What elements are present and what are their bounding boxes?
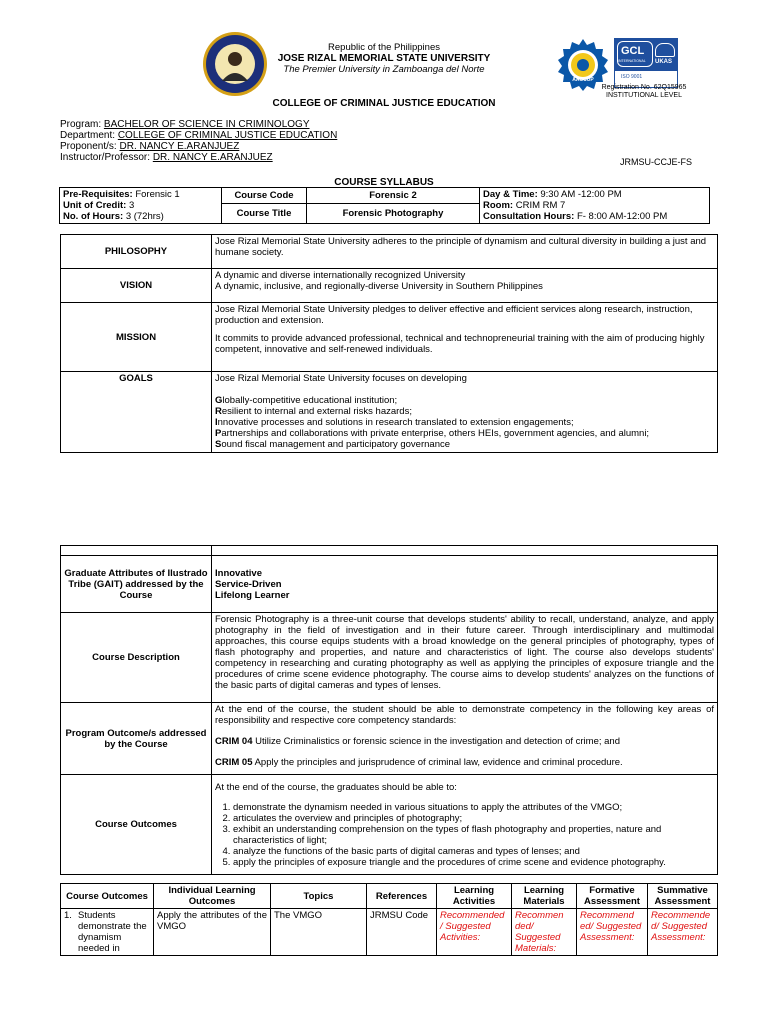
goal-item: Sound fiscal management and participatory governance — [215, 439, 451, 450]
philosophy-text: Jose Rizal Memorial State University adheres to the principle of dynamism and cultural diversity in building a just and humane society. — [212, 235, 718, 269]
department-label: Department: — [60, 130, 116, 141]
university-tagline: The Premier University in Zamboanga del Norte — [283, 64, 485, 75]
proponent-label: Proponent/s: — [60, 141, 117, 152]
republic-text: Republic of the Philippines — [328, 42, 440, 53]
topic-cell: The VMGO — [271, 909, 367, 956]
gcl-sub-label: INTERNATIONAL — [618, 59, 646, 63]
course-outcome-item: 2. articulates the overview and principles of photography; — [233, 813, 714, 824]
program-outcomes-label: Program Outcome/s addressed by the Course — [61, 703, 212, 775]
program-value: BACHELOR OF SCIENCE IN CRIMINOLOGY — [103, 119, 310, 130]
institutional-level: INSTITUTIONAL LEVEL — [606, 92, 682, 99]
vision-line-1: A dynamic and diverse internationally recognized University — [215, 270, 466, 281]
vision-line-2: A dynamic, inclusive, and regionally-diverse University in Southern Philippines — [215, 281, 543, 292]
room-label: Room: — [483, 200, 514, 211]
syllabus-title: COURSE SYLLABUS — [334, 177, 434, 188]
gcl-certification-logo — [614, 38, 678, 88]
gait-label: Graduate Attributes of Ilustrado Tribe (GAIT) addressed by the Course — [61, 556, 212, 613]
col-formative-assessment: Formative Assessment — [577, 884, 648, 909]
gait-service-driven: Service-Driven — [215, 578, 282, 590]
goals-intro: Jose Rizal Memorial State University focuses on developing — [215, 373, 467, 384]
program-outcome-crim04: CRIM 04 Utilize Criminalistics or forensic science in the investigation and detection of crime; and — [215, 736, 620, 747]
ilo-cell: Apply the attributes of the VMGO — [154, 909, 271, 956]
course-outcomes-intro: At the end of the course, the graduates should be able to: — [215, 782, 457, 793]
hours-label: No. of Hours: — [63, 211, 124, 222]
room-value: CRIM RM 7 — [515, 200, 566, 211]
activities-cell: Recommended / Suggested Activities: — [437, 909, 512, 956]
prereq-label: Pre-Requisites: — [63, 189, 133, 200]
course-outcome-item: 1. demonstrate the dynamism needed in various situations to apply the attributes of the VMGO; — [233, 802, 714, 813]
outcome-number: 1. — [64, 910, 72, 921]
ukas-crown-icon — [655, 43, 675, 57]
aaccup-label: AACCUP — [572, 77, 594, 83]
course-info-table — [59, 187, 710, 224]
formative-cell: Recommend ed/ Suggested Assessment: — [577, 909, 648, 956]
course-code-value: Forensic 2 — [307, 188, 480, 204]
course-title-label: Course Title — [222, 203, 307, 223]
col-course-outcomes: Course Outcomes — [61, 884, 154, 909]
course-description-label: Course Description — [61, 613, 212, 703]
materials-cell: Recommen ded/ Suggested Materials: — [512, 909, 577, 956]
registration-number: Registration No. 62Q15965 — [601, 84, 687, 91]
iso-label: ISO 9001 — [621, 74, 643, 80]
instructor-label: Instructor/Professor: — [60, 152, 151, 163]
philosophy-label: PHILOSOPHY — [61, 235, 212, 269]
goal-item: Partnerships and collaborations with private enterprise, others HEIs, government agencies, and alumni; — [215, 428, 650, 439]
course-title-value: Forensic Photography — [307, 203, 480, 223]
learning-plan-table — [60, 883, 718, 956]
goal-item: Innovative processes and solutions in research translated to extension engagements; — [215, 417, 574, 428]
program-label: Program: — [60, 119, 102, 130]
col-learning-materials: Learning Materials — [512, 884, 577, 909]
course-description-text: Forensic Photography is a three-unit course that develops students' ability to recall, understand, analyze, and apply photography in the field of investigation and in their future career. Through interdisciplinary and multimodal approaches, this course equips students with a broad knowledge on the general principles of photography, types of flash photography and properties, and nature and characteristics of light. The course also develops students' competency in researching and curating photography as well as applying the principles of exposure triangle and the procedures of crime scene evidence photography. The course aims to develop students' analyzes on the functions of the basic parts of digital cameras and types of lenses. — [212, 613, 718, 703]
goal-item: Resilient to internal and external risks hazards; — [215, 406, 412, 417]
course-outcome-item: 5. apply the principles of exposure triangle and the procedures of crime scene and evidence photography. — [233, 857, 714, 868]
mission-paragraph-1: Jose Rizal Memorial State University pledges to deliver effective and efficient services along research, instruction, production and extension. — [215, 304, 693, 326]
col-topics: Topics — [271, 884, 367, 909]
course-outcome-item: 4. analyze the functions of the basic parts of digital cameras and types of lenses; and — [233, 846, 714, 857]
goals-label: GOALS — [61, 372, 212, 453]
program-outcomes-intro: At the end of the course, the student should be able to demonstrate competency in the following key areas of responsibility and respective core competency standards: — [215, 704, 714, 726]
course-outcomes-list — [215, 802, 714, 868]
col-learning-activities: Learning Activities — [437, 884, 512, 909]
daytime-value: 9:30 AM -12:00 PM — [540, 189, 622, 200]
consult-label: Consultation Hours: — [483, 211, 575, 222]
ukas-label: UKAS — [655, 59, 673, 65]
summative-cell: Recommende d/ Suggested Assessment: — [648, 909, 718, 956]
col-summative-assessment: Summative Assessment — [648, 884, 718, 909]
credit-value: 3 — [128, 200, 135, 211]
course-code-label: Course Code — [222, 188, 307, 204]
prereq-value: Forensic 1 — [135, 189, 180, 200]
university-name: JOSE RIZAL MEMORIAL STATE UNIVERSITY — [277, 53, 491, 64]
college-heading: COLLEGE OF CRIMINAL JUSTICE EDUCATION — [272, 98, 496, 109]
col-individual-learning-outcomes: Individual Learning Outcomes — [154, 884, 271, 909]
vmgo-table — [60, 234, 718, 453]
vision-label: VISION — [61, 269, 212, 303]
outcome-cell: Students demonstrate the dynamism needed in — [78, 910, 147, 954]
reference-cell: JRMSU Code — [367, 909, 437, 956]
course-details-table — [60, 545, 718, 875]
proponent-value: DR. NANCY E.ARANJUEZ — [119, 141, 240, 152]
course-outcome-item: 3. exhibit an understanding comprehension on the types of flash photography and properties, nature and characteristics of light; — [233, 824, 714, 846]
document-code: JRMSU-CCJE-FS — [620, 157, 692, 167]
daytime-label: Day & Time: — [483, 189, 538, 200]
department-value: COLLEGE OF CRIMINAL JUSTICE EDUCATION — [117, 130, 338, 141]
instructor-value: DR. NANCY E.ARANJUEZ — [152, 152, 273, 163]
gait-lifelong-learner: Lifelong Learner — [215, 589, 290, 601]
program-outcome-crim05: CRIM 05 Apply the principles and jurisprudence of criminal law, evidence and criminal procedure. — [215, 757, 623, 768]
col-references: References — [367, 884, 437, 909]
goal-item: Globally-competitive educational institution; — [215, 395, 398, 406]
credit-label: Unit of Credit: — [63, 200, 127, 211]
gcl-label: GCL — [621, 45, 645, 57]
course-outcomes-label: Course Outcomes — [61, 775, 212, 875]
mission-label: MISSION — [61, 303, 212, 372]
consult-value: F- 8:00 AM-12:00 PM — [576, 211, 668, 222]
mission-paragraph-2: It commits to provide advanced professional, technical and technopreneurial training with the aim of producing highly competent, innovative and self-renewed individuals. — [215, 333, 705, 355]
gait-innovative: Innovative — [215, 567, 262, 579]
hours-value: 3 (72hrs) — [125, 211, 164, 222]
